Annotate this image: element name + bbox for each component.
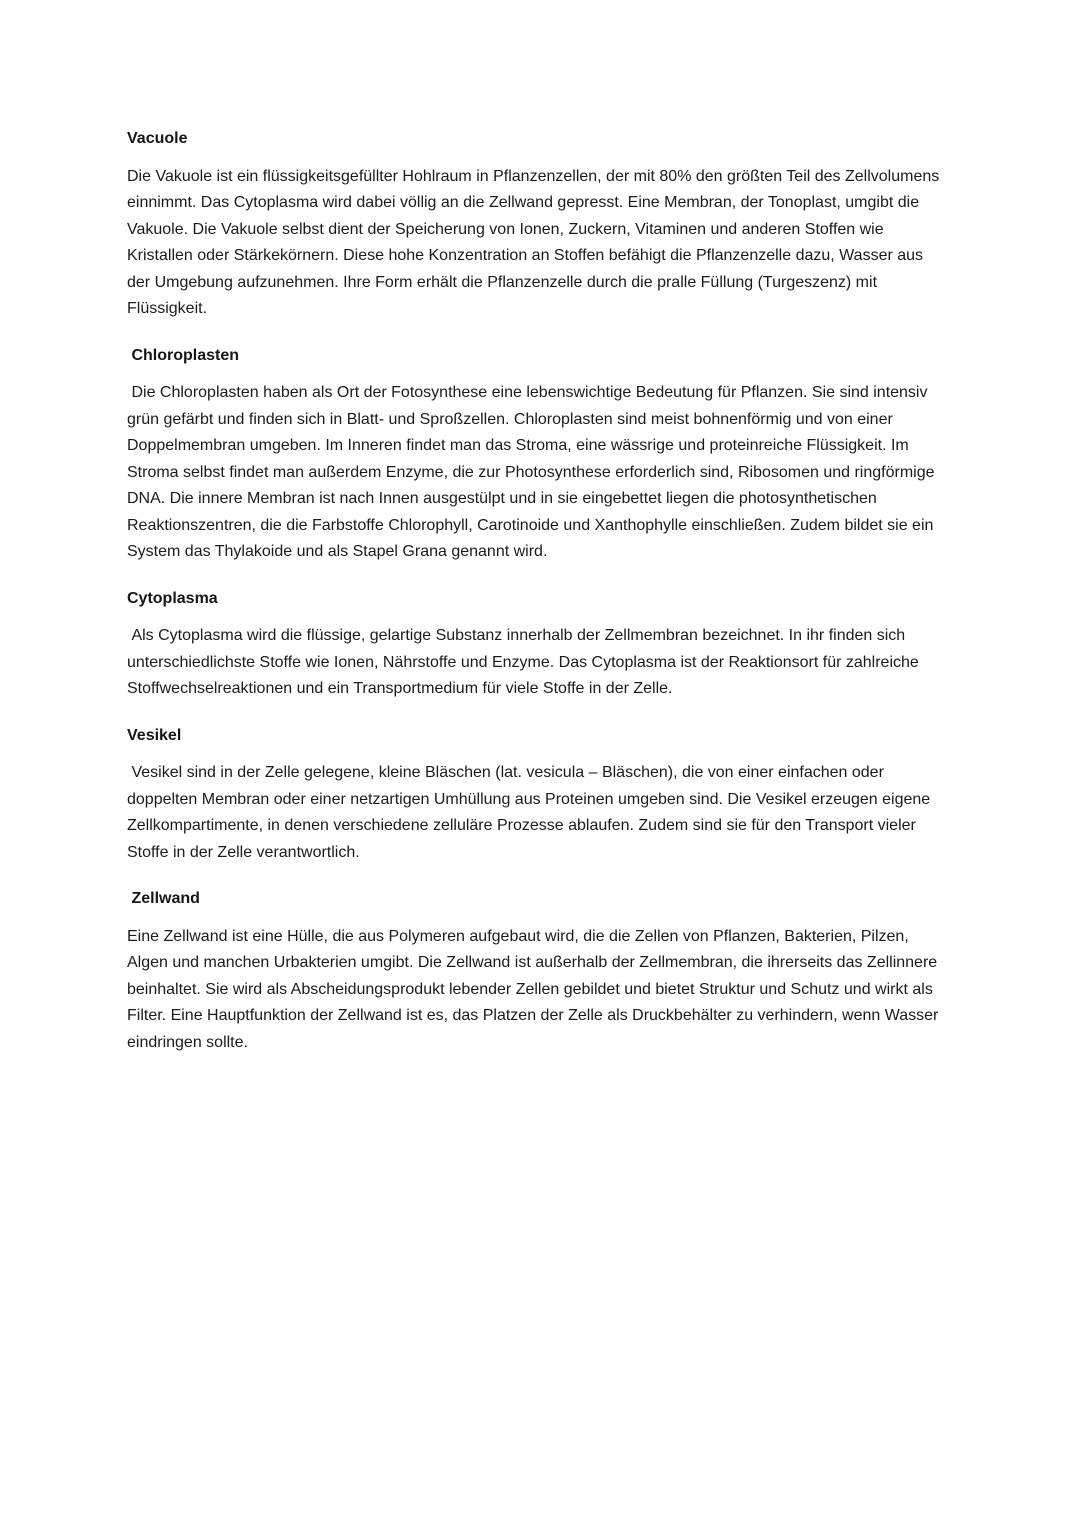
section-zellwand bbox=[127, 886, 949, 1056]
section-chloroplasten bbox=[127, 343, 949, 566]
section-body-chloroplasten: Die Chloroplasten haben als Ort der Fotosynthese eine lebenswichtige Bedeutung für Pflanzen. Sie sind intensiv grün gefärbt und finden sich in Blatt- und Sproßzellen. Chloroplasten sind meist bohnenförmig und von einer Doppelmembran umgeben. Im Inneren findet man das Stroma, eine wässrige und proteinreiche Flüssigkeit. Im Stroma selbst findet man außerdem Enzyme, die zur Photosynthese erforderlich sind, Ribosomen und ringförmige DNA. Die innere Membran ist nach Innen ausgestülpt und in sie eingebettet liegen die photosynthetischen Reaktionszentren, die die Farbstoffe Chlorophyll, Carotinoide und Xanthophylle einschließen. Zudem bildet sie ein System das Thylakoide und als Stapel Grana genannt wird. bbox=[127, 384, 939, 560]
section-heading-vesikel: Vesikel bbox=[127, 726, 182, 744]
section-body-cytoplasma: Als Cytoplasma wird die flüssige, gelartige Substanz innerhalb der Zellmembran bezeichnet. In ihr finden sich unterschiedlichste Stoffe wie Ionen, Nährstoffe und Enzyme. Das Cytoplasma ist der Reaktionsort für zahlreiche Stoffwechselreaktionen und ein Transportmedium für viele Stoffe in der Zelle. bbox=[127, 627, 924, 697]
section-heading-chloroplasten: Chloroplasten bbox=[127, 346, 240, 364]
section-cytoplasma bbox=[127, 586, 949, 703]
section-body-vesikel: Vesikel sind in der Zelle gelegene, kleine Bläschen (lat. vesicula – Bläschen), die von einer einfachen oder doppelten Membran oder einer netzartigen Umhüllung aus Proteinen umgeben sind. Die Vesikel erzeugen eigene Zellkompartimente, in denen verschiedene zelluläre Prozesse ablaufen. Zudem sind sie für den Transport vieler Stoffe in der Zelle verantwortlich. bbox=[127, 764, 935, 861]
section-vesikel bbox=[127, 723, 949, 867]
document-page bbox=[127, 126, 949, 1076]
section-heading-cytoplasma: Cytoplasma bbox=[127, 589, 218, 607]
section-body-zellwand: Eine Zellwand ist eine Hülle, die aus Polymeren aufgebaut wird, die die Zellen von Pflanzen, Bakterien, Pilzen, Algen und manchen Urbakterien umgibt. Die Zellwand ist außerhalb der Zellmembran, die ihrerseits das Zellinnere beinhaltet. Sie wird als Abscheidungsprodukt lebender Zellen gebildet und bietet Struktur und Schutz und wirkt als Filter. Eine Hauptfunktion der Zellwand ist es, das Platzen der Zelle als Druckbehälter zu verhindern, wenn Wasser eindringen sollte. bbox=[127, 927, 943, 1051]
section-body-vacuole: Die Vakuole ist ein flüssigkeitsgefüllter Hohlraum in Pflanzenzellen, der mit 80% den größten Teil des Zellvolumens einnimmt. Das Cytoplasma wird dabei völlig an die Zellwand gepresst. Eine Membran, der Tonoplast, umgibt die Vakuole. Die Vakuole selbst dient der Speicherung von Ionen, Zuckern, Vitaminen und anderen Stoffen wie Kristallen oder Stärkekörnern. Diese hohe Konzentration an Stoffen befähigt die Pflanzenzelle dazu, Wasser aus der Umgebung aufzunehmen. Ihre Form erhält die Pflanzenzelle durch die pralle Füllung (Turgeszenz) mit Flüssigkeit. bbox=[127, 167, 944, 317]
section-heading-vacuole: Vacuole bbox=[127, 130, 188, 147]
section-vacuole bbox=[127, 126, 949, 323]
section-heading-zellwand: Zellwand bbox=[127, 890, 200, 907]
